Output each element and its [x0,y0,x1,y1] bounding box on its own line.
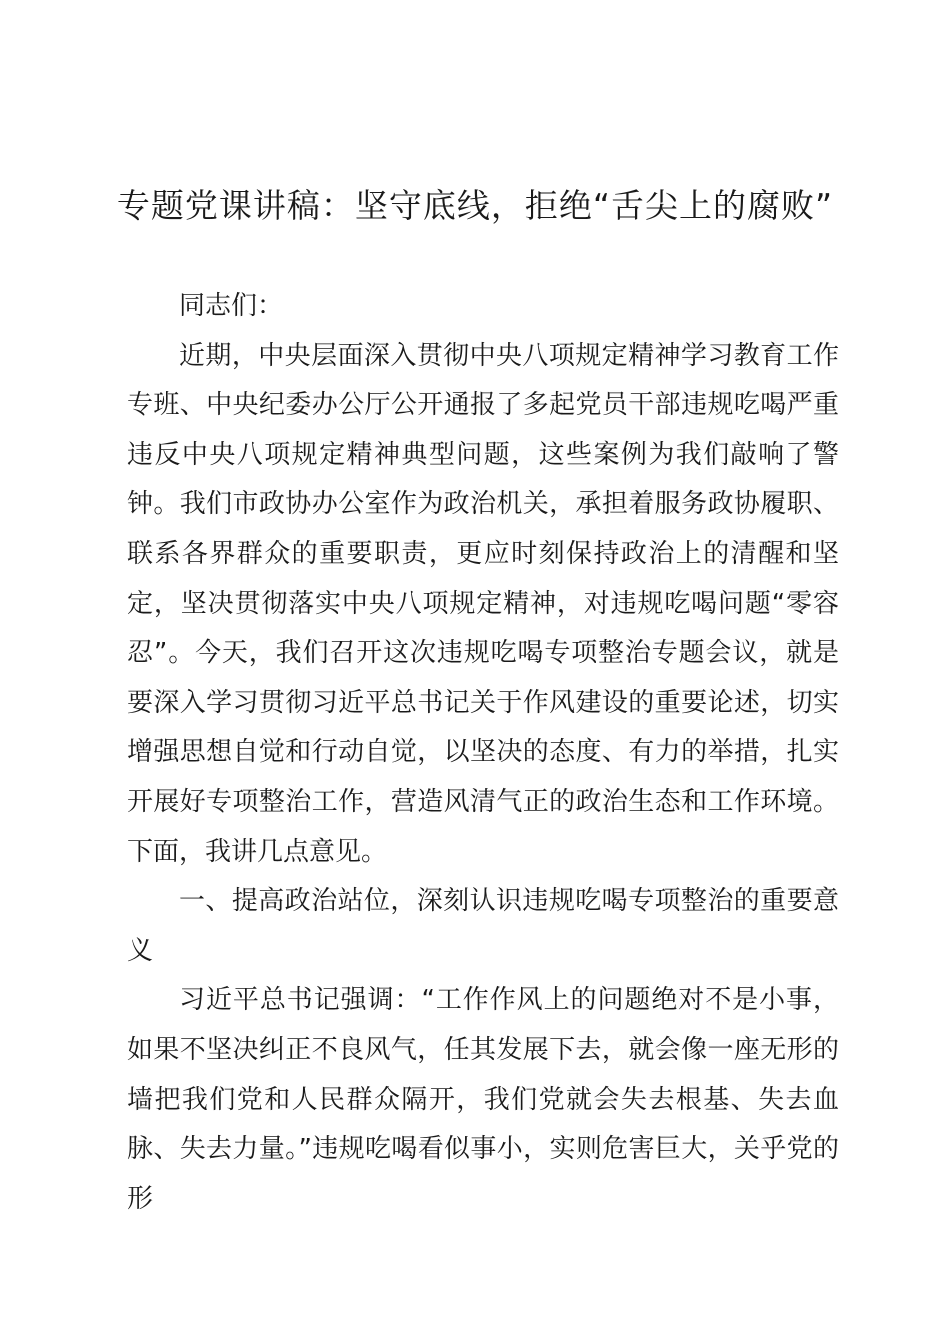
document-title: 专题党课讲稿：坚守底线，拒绝“舌尖上的腐败” [116,186,834,225]
section-heading: 一、提高政治站位，深刻认识违规吃喝专项整治的重要意义 [127,886,839,966]
document-body [127,282,839,1224]
body-paragraph: 近期，中央层面深入贯彻中央八项规定精神学习教育工作专班、中央纪委办公厅公开通报了多起党员干部违规吃喝严重违反中央八项规定精神典型问题，这些案例为我们敲响了警钟。我们市政协办公室作为政治机关，承担着服务政协履职、联系各界群众的重要职责，更应时刻保持政治上的清醒和坚定，坚决贯彻落实中央八项规定精神，对违规吃喝问题“零容忍”。今天，我们召开这次违规吃喝专项整治专题会议，就是要深入学习贯彻习近平总书记关于作风建设的重要论述，切实增强思想自觉和行动自觉，以坚决的态度、有力的举措，扎实开展好专项整治工作，营造风清气正的政治生态和工作环境。下面，我讲几点意见。 [127,340,839,867]
salutation: 同志们： [179,291,284,321]
body-paragraph: 习近平总书记强调：“工作作风上的问题绝对不是小事，如果不坚决纠正不良风气，任其发展下去，就会像一座无形的墙把我们党和人民群众隔开，我们党就会失去根基、失去血脉、失去力量。”违规吃喝看似事小，实则危害巨大，关乎党的形 [127,985,839,1214]
